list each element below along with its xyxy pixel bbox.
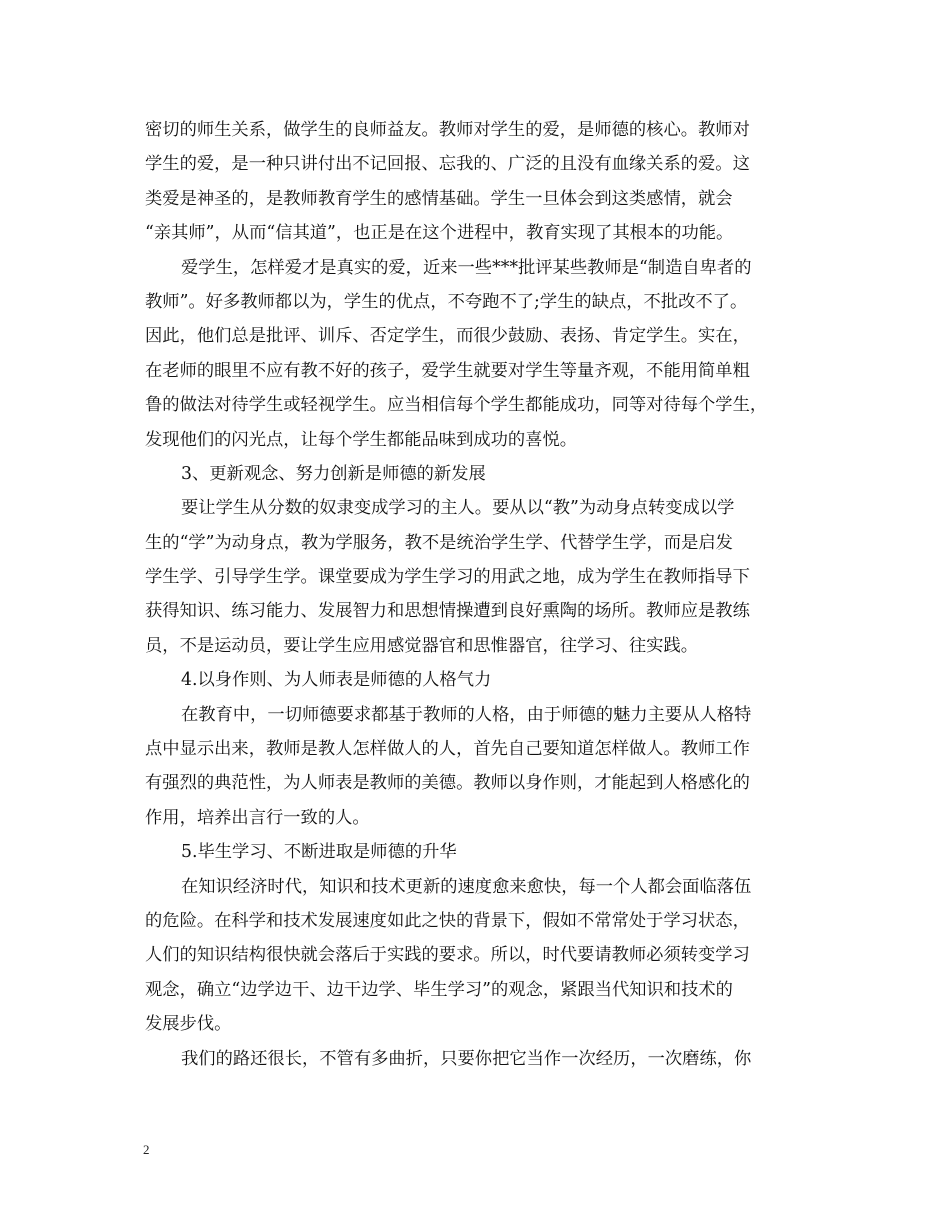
text-line: 生的“学”为动身点，教为学服务，教不是统治学生学、代替学生学，而是启发: [145, 532, 733, 553]
text-line: 人们的知识结构很快就会落后于实践的要求。所以，时代要请教师必须转变学习: [145, 945, 750, 966]
text-line: 3、更新观念、努力创新是师德的新发展: [181, 463, 486, 484]
text-line: 发展步伐。: [145, 1014, 232, 1035]
page-number: 2: [143, 1142, 150, 1157]
text-line: 发现他们的闪光点，让每个学生都能品味到成功的喜悦。: [145, 429, 578, 450]
text-line: 爱学生，怎样爱才是真实的爱，近来一些***批评某些教师是“制造自卑者的: [181, 257, 752, 278]
text-line: 在老师的眼里不应有教不好的孩子，爱学生就要对学生等量齐观，不能用简单粗: [145, 360, 750, 381]
text-line: 作用，培养出言行一致的人。: [145, 807, 370, 828]
text-line: 点中显示出来，教师是教人怎样做人的人，首先自己要知道怎样做人。教师工作: [145, 739, 750, 760]
text-line: 学生学、引导学生学。课堂要成为学生学习的用武之地，成为学生在教师指导下: [145, 567, 750, 588]
text-line: 我们的路还很长，不管有多曲折，只要你把它当作一次经历，一次磨练，你: [181, 1048, 752, 1069]
text-line: 观念，确立“边学边干、边干边学、毕生学习”的观念，紧跟当代知识和技术的: [145, 979, 733, 1000]
text-line: 要让学生从分数的奴隶变成学习的主人。要从以“教”为动身点转变成以学: [181, 498, 735, 519]
text-line: 教师”。好多教师都以为，学生的优点，不夸跑不了;学生的缺点，不批改不了。: [145, 291, 748, 312]
text-line: 4.以身作则、为人师表是师德的人格气力: [181, 670, 492, 691]
text-line: 类爱是神圣的，是教师教育学生的感情基础。学生一旦体会到这类感情，就会: [145, 188, 733, 209]
text-line: 的危险。在科学和技术发展速度如此之快的背景下，假如不常常处于学习状态，: [145, 910, 750, 931]
text-line: 密切的师生关系，做学生的良师益友。教师对学生的爱，是师德的核心。教师对: [145, 120, 750, 140]
text-line: 有强烈的典范性，为人师表是教师的美德。教师以身作则，才能起到人格感化的: [145, 773, 750, 794]
text-line: 5.毕生学习、不断进取是师德的升华: [181, 842, 457, 863]
text-line: 鲁的做法对待学生或轻视学生。应当相信每个学生都能成功，同等对待每个学生，: [145, 395, 768, 416]
text-line: 因此，他们总是批评、训斥、否定学生，而很少鼓励、表扬、肯定学生。实在，: [145, 326, 750, 347]
text-line: “亲其师”，从而“信其道”，也正是在这个进程中，教育实现了其根本的功能。: [145, 223, 734, 244]
text-line: 员，不是运动员，要让学生应用感觉器官和思惟器官，往学习、往实践。: [145, 635, 699, 656]
text-line: 获得知识、练习能力、发展智力和思想情操遭到良好熏陶的场所。教师应是教练: [145, 601, 750, 622]
text-line: 学生的爱，是一种只讲付出不记回报、忘我的、广泛的且没有血缘关系的爱。这: [145, 154, 750, 175]
text-line: 在知识经济时代，知识和技术更新的速度愈来愈快，每一个人都会面临落伍: [181, 876, 752, 897]
body-text: [145, 113, 825, 1076]
text-line: 在教育中，一切师德要求都基于教师的人格，由于师德的魅力主要从人格特: [181, 704, 752, 725]
